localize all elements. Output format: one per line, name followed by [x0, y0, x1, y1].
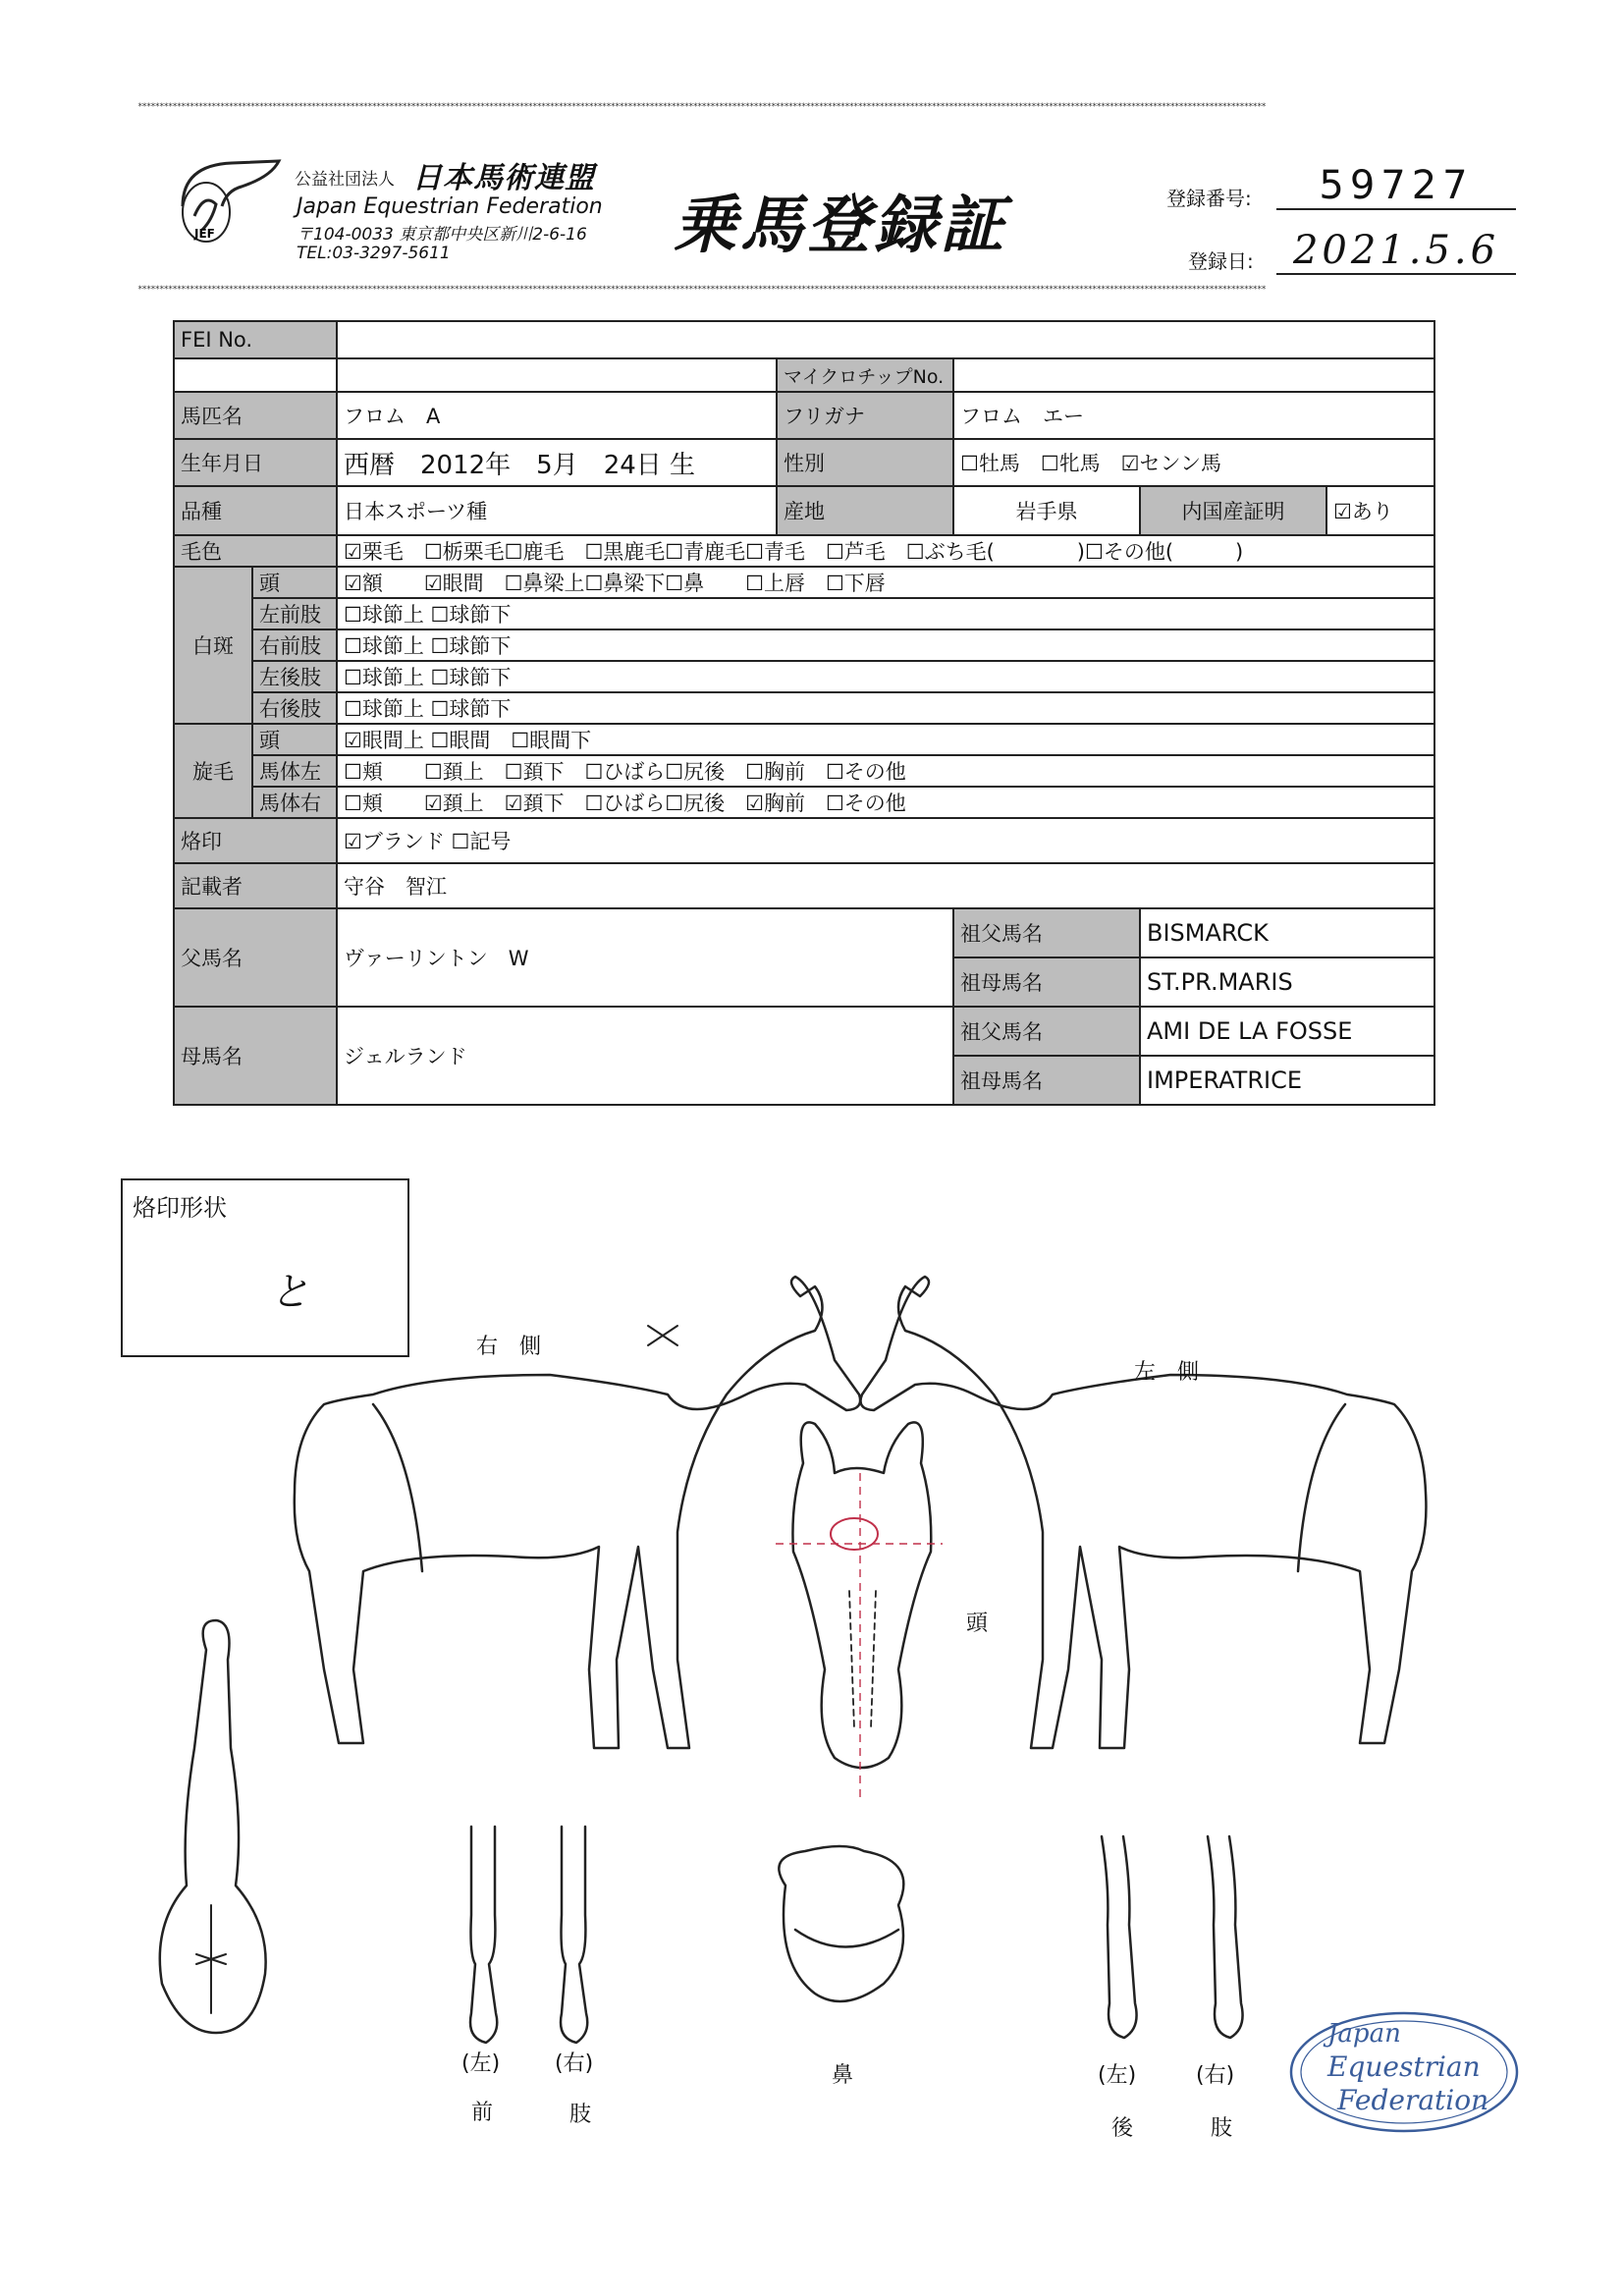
bottom-star-border: ********************************************************************************************************************************************************************************************************************************************************************	[137, 285, 1266, 295]
furigana-label: フリガナ	[777, 392, 953, 439]
sire-gs-value: BISMARCK	[1140, 908, 1434, 957]
white-part: 頭	[252, 567, 337, 598]
birth-value: 西暦 2012年 5月 24日 生	[337, 439, 777, 486]
birth-label: 生年月日	[174, 439, 337, 486]
name-value: フロム A	[337, 392, 777, 439]
left-side-label: 左 側	[1134, 1360, 1200, 1385]
breed-value: 日本スポーツ種	[337, 486, 777, 535]
whorl-value: ☑眼間上 ☐眼間 ☐眼間下	[337, 724, 1434, 755]
stamp-line-1: Japan	[1327, 2019, 1401, 2049]
whorl-value: ☐頬 ☐頚上 ☐頚下 ☐ひばら☐尻後 ☐胸前 ☐その他	[337, 755, 1434, 787]
hind-left-label: (左)	[1098, 2063, 1137, 2088]
dam-gs-value: AMI DE LA FOSSE	[1140, 1007, 1434, 1056]
front-left-leg	[470, 1827, 497, 2043]
dam-label: 母馬名	[174, 1007, 337, 1105]
brand-value: ☑ブランド ☐記号	[337, 818, 1434, 863]
right-side-horse	[295, 1277, 860, 1748]
front-limbs-label: 前	[471, 2101, 494, 2125]
front-left-label: (左)	[461, 2051, 501, 2076]
front-head	[792, 1422, 931, 1768]
brand-shape-mark: と	[270, 1270, 309, 1315]
org-name-en: Japan Equestrian Federation	[297, 194, 603, 219]
whorl-label: 旋毛	[174, 724, 252, 818]
nose-label: 鼻	[832, 2063, 854, 2088]
dam-gd-value: IMPERATRICE	[1140, 1056, 1434, 1105]
page-title: 乗馬登録証	[674, 189, 1007, 262]
reg-date: 2021.5.6	[1276, 228, 1516, 275]
hind-right-leg	[1208, 1836, 1243, 2038]
recorder-label: 記載者	[174, 863, 337, 908]
dam-gs-label: 祖父馬名	[953, 1007, 1140, 1056]
brand-label: 烙印	[174, 818, 337, 863]
sex-label: 性別	[777, 439, 953, 486]
dam-gd-label: 祖母馬名	[953, 1056, 1140, 1105]
org-tel: TEL:03-3297-5611	[297, 244, 451, 263]
sire-label: 父馬名	[174, 908, 337, 1007]
white-part: 右前肢	[252, 629, 337, 661]
head-mark-circle	[831, 1518, 878, 1550]
stamp-line-2: Equestrian	[1327, 2050, 1481, 2083]
brand-shape-label: 烙印形状	[133, 1194, 227, 1222]
sex-value: ☐牡馬 ☐牝馬 ☑センン馬	[953, 439, 1434, 486]
white-value: ☐球節上 ☐球節下	[337, 598, 1434, 629]
origin-label: 産地	[777, 486, 953, 535]
white-part: 右後肢	[252, 692, 337, 724]
sire-gd-value: ST.PR.MARIS	[1140, 957, 1434, 1007]
color-value: ☑栗毛 ☐栃栗毛☐鹿毛 ☐黒鹿毛☐青鹿毛☐青毛 ☐芦毛 ☐ぶち毛( )☐その他( )	[337, 535, 1434, 567]
whorl-value: ☐頬 ☑頚上 ☑頚下 ☐ひばら☐尻後 ☑胸前 ☐その他	[337, 787, 1434, 818]
front-right-label: (右)	[555, 2051, 594, 2076]
white-label: 白斑	[174, 567, 252, 724]
head-label: 頭	[966, 1612, 989, 1636]
right-side-label: 右 側	[476, 1335, 542, 1359]
furigana-value: フロム エー	[953, 392, 1434, 439]
reg-number-label: 登録番号:	[1166, 187, 1252, 210]
whorl-part: 頭	[252, 724, 337, 755]
white-part: 左後肢	[252, 661, 337, 692]
front-limbs-label-2: 肢	[569, 2103, 592, 2127]
top-view	[160, 1620, 266, 2033]
origin-value: 岩手県	[953, 486, 1140, 535]
name-label: 馬匹名	[174, 392, 337, 439]
sire-value: ヴァーリントン W	[337, 908, 953, 1007]
top-star-border: ********************************************************************************************************************************************************************************************************************************************************************	[137, 102, 1266, 112]
whorl-part: 馬体左	[252, 755, 337, 787]
logo-text: JEF	[194, 227, 215, 241]
org-address: 〒104-0033 東京都中央区新川2-6-16	[297, 225, 587, 245]
dam-value: ジェルランド	[337, 1007, 953, 1105]
domestic-value: ☑あり	[1326, 486, 1434, 535]
microchip-label: マイクロチップNo.	[777, 358, 953, 392]
fei-label: FEI No.	[174, 321, 337, 358]
nose-view	[779, 1846, 903, 2001]
white-value: ☐球節上 ☐球節下	[337, 661, 1434, 692]
hind-left-leg	[1102, 1836, 1137, 2038]
left-side-horse	[861, 1277, 1427, 1748]
whorl-part: 馬体右	[252, 787, 337, 818]
white-value: ☐球節上 ☐球節下	[337, 629, 1434, 661]
domestic-label: 内国産証明	[1140, 486, 1326, 535]
hind-limbs-label-2: 肢	[1211, 2116, 1233, 2141]
sire-gd-label: 祖母馬名	[953, 957, 1140, 1007]
hind-right-label: (右)	[1196, 2063, 1235, 2088]
white-value: ☐球節上 ☐球節下	[337, 692, 1434, 724]
stamp-line-3: Federation	[1337, 2084, 1489, 2116]
breed-label: 品種	[174, 486, 337, 535]
white-value: ☑額 ☑眼間 ☐鼻梁上☐鼻梁下☐鼻 ☐上唇 ☐下唇	[337, 567, 1434, 598]
reg-number: 59727	[1276, 163, 1516, 210]
front-right-leg	[561, 1827, 587, 2043]
sire-gs-label: 祖父馬名	[953, 908, 1140, 957]
hind-limbs-label: 後	[1111, 2116, 1134, 2141]
org-prefix: 公益社団法人	[295, 170, 395, 190]
white-part: 左前肢	[252, 598, 337, 629]
org-name: 日本馬術連盟	[412, 161, 595, 195]
recorder-value: 守谷 智江	[337, 863, 1434, 908]
reg-date-label: 登録日:	[1188, 249, 1254, 273]
color-label: 毛色	[174, 535, 337, 567]
